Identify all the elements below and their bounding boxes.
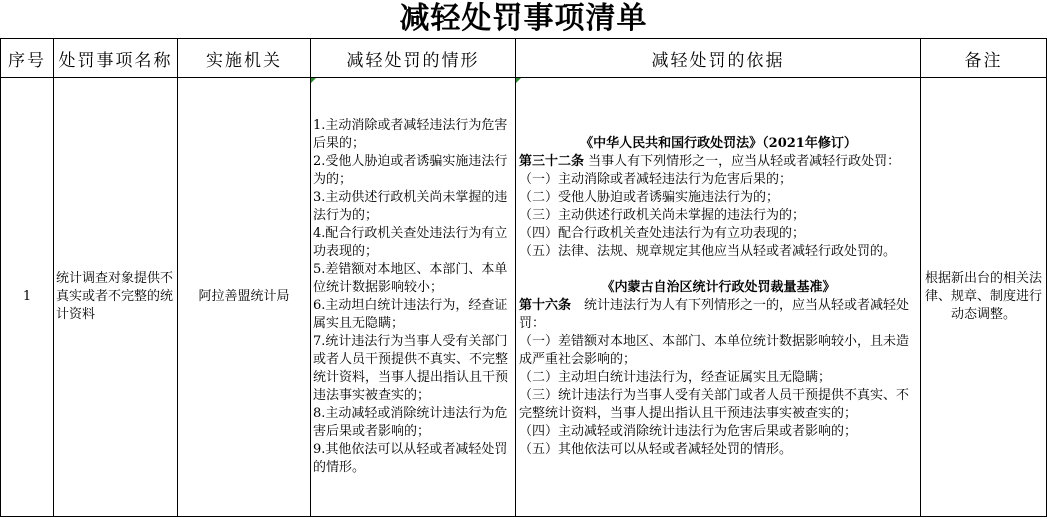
- law2-item: （四）主动减轻或消除统计违法行为危害后果或者影响的；: [519, 424, 858, 439]
- law1-article-line: [519, 153, 918, 171]
- law1-item: （三）主动供述行政机关尚未掌握的违法行为的；: [519, 208, 806, 223]
- circumstance-item: 1.主动消除或者减轻违法行为危害后果的；: [313, 118, 508, 151]
- cell-item-name: 统计调查对象提供不真实或者不完整的统计资料: [54, 78, 178, 517]
- law2-article: 第十六条: [519, 298, 572, 313]
- law1-article: 第三十二条: [519, 154, 585, 169]
- law1-item: （四）配合行政机关查处违法行为有立功表现的；: [519, 226, 806, 241]
- header-row: [1, 39, 1047, 78]
- law1-item: （五）法律、法规、规章规定其他应当从轻或者减轻行政处罚的。: [519, 244, 897, 259]
- circumstance-item: 5.差错额对本地区、本部门、本单位统计数据影响较小；: [313, 262, 508, 295]
- header-no: 序号: [1, 39, 54, 78]
- circumstance-item: 8.主动减轻或消除统计违法行为危害后果或者影响的；: [313, 406, 508, 439]
- cell-no: 1: [1, 78, 54, 517]
- header-agency: 实施机关: [178, 39, 311, 78]
- law2-article-line: [519, 297, 918, 333]
- law1-item: （一）主动消除或者减轻违法行为危害后果的；: [519, 172, 793, 187]
- header-basis: 减轻处罚的依据: [516, 39, 921, 78]
- page-title: 减轻处罚事项清单: [399, 1, 648, 36]
- table-row: [1, 78, 1047, 517]
- law1-article-text: 当事人有下列情形之一，应当从轻或者减轻行政处罚：: [584, 154, 901, 169]
- cell-agency: 阿拉善盟统计局: [178, 78, 311, 517]
- header-circumstances: 减轻处罚的情形: [311, 39, 516, 78]
- header-item-name: 处罚事项名称: [54, 39, 178, 78]
- circumstance-item: 9.其他依法可以从轻或者减轻处罚的情形。: [313, 442, 508, 475]
- circumstance-item: 4.配合行政机关查处违法行为有立功表现的；: [313, 226, 508, 259]
- circumstance-item: 2.受他人胁迫或者诱骗实施违法行为的；: [313, 154, 508, 187]
- spacer: [519, 261, 918, 279]
- penalty-list-table: [0, 38, 1047, 517]
- cell-circumstances: [311, 78, 516, 517]
- law2-item: （五）其他依法可以从轻或者减轻处罚的情形。: [519, 442, 793, 457]
- circumstance-item: 3.主动供述行政机关尚未掌握的违法行为的；: [313, 190, 508, 223]
- law1-item: （二）受他人胁迫或者诱骗实施违法行为的；: [519, 190, 780, 205]
- law1-title: 《中华人民共和国行政处罚法》（2021年修订）: [580, 136, 857, 151]
- circumstance-item: 6.主动坦白统计违法行为，经查证属实且无隐瞒；: [313, 298, 508, 331]
- law2-item: （三）统计违法行为当事人受有关部门或者人员干预提供不真实、不完整统计资料，当事人提出指认且干预违法事实被查实的；: [519, 388, 910, 421]
- cell-remarks: 根据新出台的相关法律、规章、制度进行动态调整。: [921, 78, 1047, 517]
- cell-basis: [516, 78, 921, 517]
- law2-title: 《内蒙古自治区统计行政处罚裁量基准》: [601, 280, 836, 295]
- circumstance-item: 7.统计违法行为当事人受有关部门或者人员干预提供不真实、不完整统计资料，当事人提出指认且干预违法事实被查实的；: [313, 334, 509, 403]
- law2-item: （一）差错额对本地区、本部门、本单位统计数据影响较小，且未造成严重社会影响的；: [519, 334, 910, 367]
- law2-item: （二）主动坦白统计违法行为，经查证属实且无隐瞒；: [519, 370, 832, 385]
- law2-article-text: 统计违法行为人有下列情形之一的，应当从轻或者减轻处罚：: [519, 298, 910, 331]
- header-remarks: 备注: [921, 39, 1047, 78]
